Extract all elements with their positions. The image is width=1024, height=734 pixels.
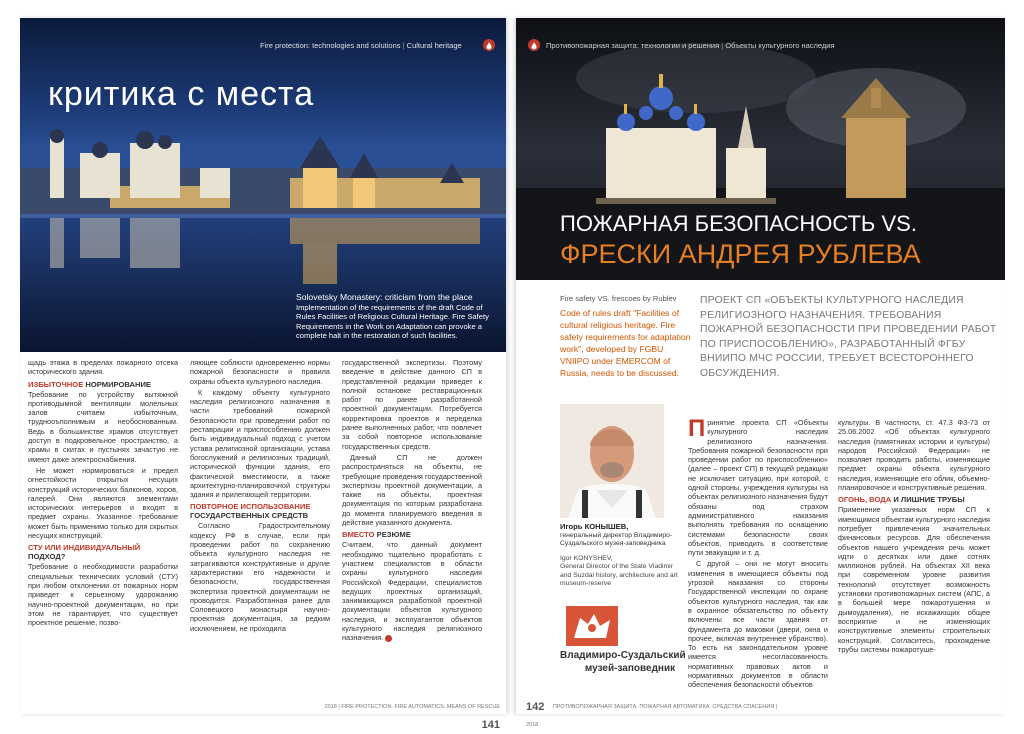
author-name-ru: Игорь КОНЫШЕВ, bbox=[560, 522, 629, 531]
english-lead-text: Code of rules draft "Facilities of cultural religious heritage. Fire safety requirements for adaptation work", developed by FGBU VNIIPO under EMERCOM of Russia, needs to be discussed. bbox=[560, 308, 691, 378]
title-line-1: ПОЖАРНАЯ БЕЗОПАСНОСТЬ VS. bbox=[560, 211, 917, 236]
left-column-3 bbox=[342, 358, 482, 645]
subheading: СТУ ИЛИ ИНДИВИДУАЛЬНЫЙ ПОДХОД? bbox=[28, 543, 141, 562]
dropcap: П bbox=[688, 415, 706, 442]
subheading: ИЗБЫТОЧНОЕ НОРМИРОВАНИЕ bbox=[28, 379, 151, 389]
subheading: ПОВТОРНОЕ ИСПОЛЬЗОВАНИЕ ГОСУДАРСТВЕННЫХ СРЕДСТВ bbox=[190, 502, 311, 521]
header-rubric: Объекты культурного наследия bbox=[725, 41, 835, 50]
paragraph: Применение указанных норм СП к имеющимся объектам культурного наследия потребует привлечения значительных финансовых ресурсов. Для обеспечения объектов нашего учреждения речь может идти о десятках или даже сотнях миллионов рублей. На объектах XII века при современном уровне развития технологий отсутствует возможность установки противопожарных систем (АПС, а в большей мере пожаротушения и дымоудаления), не искажающих общее восприятие и не изменяющих конструктивные элементы строительных конструкций. Согласитесь, прохождение трубы системы пожаротуше- bbox=[838, 505, 990, 654]
footer-text: 2018 | FIRE PROTECTION. FIRE AUTOMATICS. MEANS OF RESCUE bbox=[324, 703, 500, 710]
right-footer bbox=[526, 698, 786, 728]
caption-title: Solovetsky Monastery: criticism from the place bbox=[296, 292, 473, 302]
russian-lead: ПРОЕКТ СП «ОБЪЕКТЫ КУЛЬТУРНОГО НАСЛЕДИЯ РЕЛИГИОЗНОГО НАЗНАЧЕНИЯ. ТРЕБОВАНИЯ ПОЖАРНОЙ БЕЗОПАСНОСТИ ПРИ ПРОВЕДЕНИИ РАБОТ ПО ПРИСПОСОБЛЕНИЮ», РАЗРАБОТАННЫЙ ФГБУ ВНИИПО МЧС РОССИИ, ТРЕБУЕТ ВСЕСТОРОННЕГО ОБСУЖДЕНИЯ. bbox=[700, 295, 997, 379]
header-section: Противопожарная защита: технологии и решения bbox=[546, 41, 720, 50]
paragraph: Не может нормироваться и предел огнестойкости открытых несущих конструкций исторических балконов, хоров, галерей. Они являются элементами исторических интерьеров и входят в предмет охраны. Указанное требование может быть применимо только для скрытых несущих конструкций. bbox=[28, 465, 178, 541]
photo-caption bbox=[296, 292, 501, 341]
museum-logo-emblem bbox=[564, 604, 620, 648]
author-info bbox=[560, 522, 680, 589]
left-page bbox=[20, 18, 506, 731]
paragraph: Согласно Градостроительному кодексу РФ в случае, если при проведении работ по сохранению объекта культурного наследия не затрагиваются конструктивные и другие характеристики его надежности и безопасности, государственная экспертиза проектной документации не проводится. Разработанная ранее для Соловецкого монастыря научно-проектная документация, за редким исключением, не проходила bbox=[190, 521, 330, 633]
title-line-2: ФРЕСКИ АНДРЕЯ РУБЛЕВА bbox=[560, 239, 921, 269]
author-name-en: Igor KONYSHEV, bbox=[560, 554, 613, 562]
left-column-1 bbox=[28, 358, 178, 629]
paragraph: государственной экспертизы. Поэтому введение в действие данного СП в представленной редакции приведет к полной остановке реставрационных работ по ранее разработанной проектной документации. Потребуется корректировка проектов и переделка ранее выполненных работ, что повлечет за собой повторное использование государственных средств. bbox=[342, 358, 482, 451]
right-column-2 bbox=[838, 418, 990, 656]
author-title-en: General Director of the State Vladimir and Suzdal history, architecture and art museum-reserve bbox=[560, 563, 678, 588]
paragraph: Считаем, что данный документ необходимо тщательно проработать с участием специалистов в области охраны культурного наследия Российской Федерации, специалистов ведущих проектных организаций, занимающихся разработкой проектной документации объектов культурного наследия, и эксплуатантов объектов культурного наследия религиозного назначения. bbox=[342, 540, 482, 643]
author-title-ru: генеральный директор Владимиро-Суздальского музея-заповедника bbox=[560, 531, 673, 548]
paragraph: Принятие проекта СП «Объекты культурного наследия религиозного назначения. Требования пожарной безопасности при проведении работ по приспособлению» (далее – проект СП) в текущей редакции не исключает ситуацию, при которой, с одной стороны, учреждения культуры на объектах религиозного назначения будут обязаны под страхом административного наказания выполнять требования по оснащению системами безопасности своих объектов, приводить в соответствие пути эвакуации и т. д. bbox=[688, 415, 828, 558]
flame-icon bbox=[528, 39, 540, 51]
end-mark-icon bbox=[385, 635, 392, 642]
left-footer bbox=[320, 698, 500, 731]
english-lead bbox=[560, 294, 692, 379]
paragraph: щадь этажа в пределах пожарного отсека исторического здания. bbox=[28, 358, 178, 377]
museum-logo-text: Владимиро-Суздальский музей-заповедник bbox=[560, 650, 686, 674]
right-header: Противопожарная защита: технологии и решения | Объекты культурного наследия bbox=[546, 41, 835, 50]
page-number: 141 bbox=[481, 718, 500, 731]
author-photo bbox=[560, 404, 664, 518]
footer-text: ПРОТИВОПОЖАРНАЯ ЗАЩИТА. ПОЖАРНАЯ АВТОМАТИКА. СРЕДСТВА СПАСЕНИЯ | 2018 bbox=[526, 703, 778, 728]
paragraph: Данный СП не должен распространяться на объекты, не требующие проведения государственной экспертизы проектной документации, а также на объекты, проектная документация по которым разработана до момента планируемого введения в действие указанного документа. bbox=[342, 452, 482, 528]
subheading: ВМЕСТО РЕЗЮМЕ bbox=[342, 530, 411, 540]
paragraph: ляющее соблюсти одновременно нормы пожарной безопасности и правила охраны объекта культурного наследия. bbox=[190, 358, 330, 386]
header-section: Fire protection: technologies and solutions bbox=[260, 41, 401, 50]
left-column-2 bbox=[190, 358, 330, 635]
paragraph: Требование о необходимости разработки специальных технических условий (СТУ) при любом отклонении от пожарных норм приведет к серьезному удорожанию научно-проектной документации, но при этом не гарантирует, что существует проектное решение, позво- bbox=[28, 562, 178, 628]
flame-icon bbox=[483, 39, 495, 51]
left-header: Fire protection: technologies and solutions | Cultural heritage bbox=[260, 41, 462, 50]
paragraph: С другой – они не могут вносить изменения в имеющиеся объекты под угрозой наказания со стороны Государственной инспекции по охране объектов культурного наследия, так как в охранное обязательство по объекту включены все части здания от фундамента до маковки (двери, окна и прочее, включая внутреннее убранство). То есть на законодательном уровне имеется несогласованность нормативных правовых актов и нормативных документов в области обеспечения безопасности объектов bbox=[688, 559, 828, 690]
caption-text: Implementation of the requirements of the draft Code of Rules Facilities of Religious Cultural Heritage. Fire Safety Requirements in the Work on Adaptation can provoke a complete halt in the restoration of such facilities. bbox=[296, 303, 489, 341]
paragraph: К каждому объекту культурного наследия религиозного назначения в части требований пожарной безопасности при проведении работ по реставрации и приспособлению должен быть индивидуальный подход с учетом устава религиозной организации, устава богослужений и религиозных традиций, исторической функции здания, его фактической вместимости, а также архитектурно-планировочной структуры здания и прилегающей территории. bbox=[190, 387, 330, 500]
english-heading: Fire safety VS. frescoes by Rublev bbox=[560, 294, 677, 303]
big-title: критика с места bbox=[48, 75, 315, 113]
right-page bbox=[516, 18, 1005, 728]
article-title bbox=[560, 210, 1000, 270]
paragraph: Требование по устройству вытяжной противодымной вентиляции молельных залов считаем избыточным, труднооъполнимым и необоснованным. Ведь в большинстве храмов отсутствует доступ в подкровельное пространство, а храмы в скитах и пустынях зачастую не имеют даже электроснабжения. bbox=[28, 389, 178, 464]
paragraph: культуры. В частности, ст. 47.3 ФЗ-73 от 25.06.2002 «Об объектах культурного наследия (памятниках истории и культуры) народов Российской Федерации» не позволяет проводить работы, изменяющие предмет охраны объекта культурного наследия, изменяющие его облик, объемно-планировочное и конструктивные решения. bbox=[838, 418, 990, 493]
header-rubric: Cultural heritage bbox=[406, 41, 462, 50]
page-number: 142 bbox=[526, 700, 545, 713]
subheading: ОГОНЬ, ВОДА И ЛИШНИЕ ТРУБЫ bbox=[838, 495, 965, 505]
right-column-1 bbox=[688, 415, 828, 692]
